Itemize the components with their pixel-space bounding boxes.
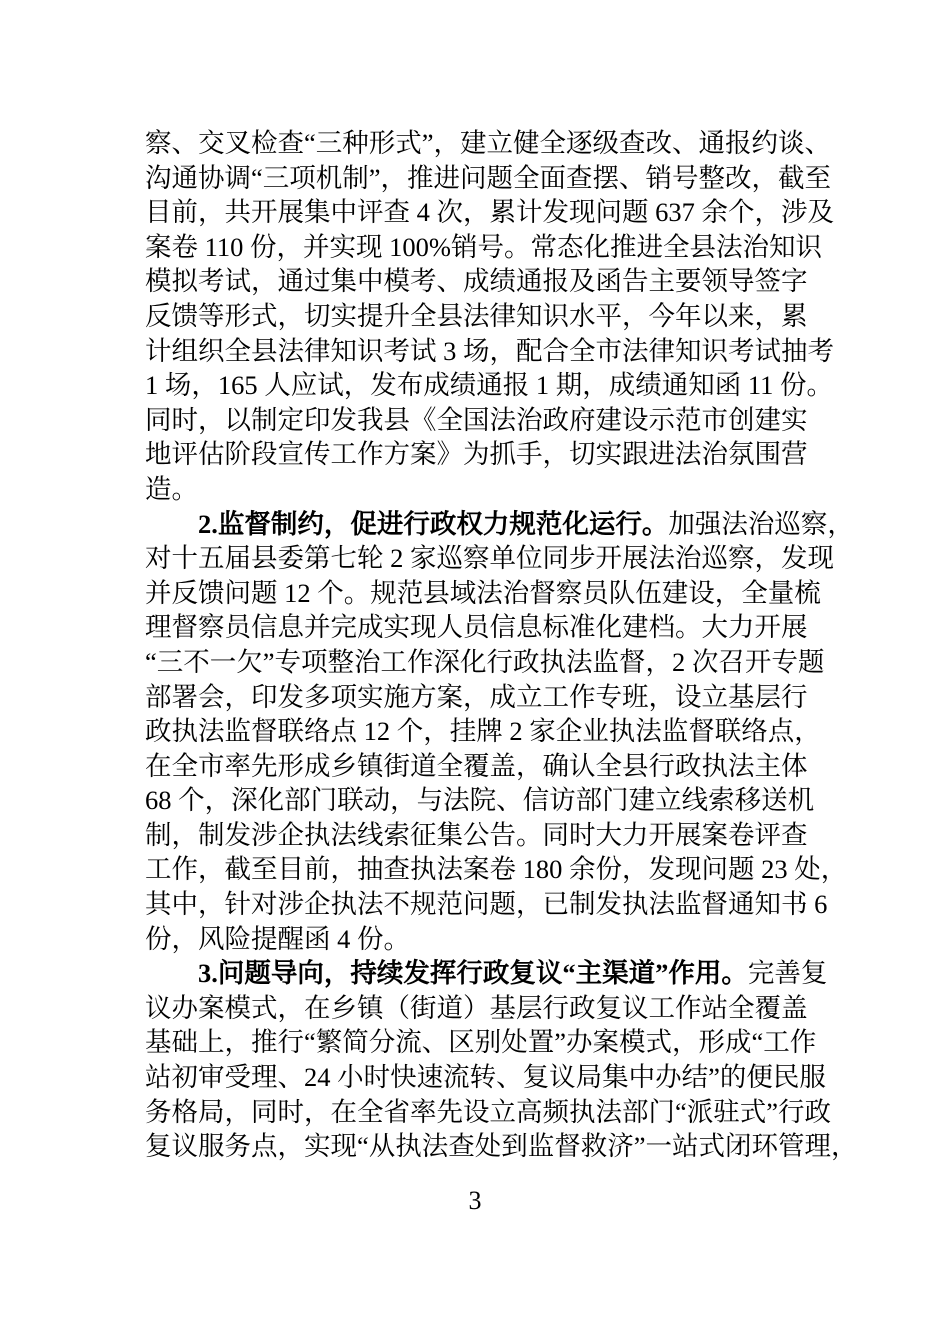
text-line (145, 195, 834, 230)
text-line (145, 403, 807, 438)
text-line (145, 368, 834, 403)
text-line (145, 749, 807, 784)
section-heading: 3.问题导向，持续发挥行政复议“主渠道”作用。 (198, 958, 748, 989)
line-text: 造。 (145, 473, 198, 504)
line-text: 1 场，165 人应试，发布成绩通报 1 期，成绩通知函 11 份。 (145, 370, 834, 401)
line-text: 察、交叉检查“三种形式”，建立健全逐级查改、通报约谈、 (145, 128, 832, 158)
text-line (145, 334, 834, 369)
text-line (145, 1025, 817, 1060)
line-text: 计组织全县法律知识考试 3 场，配合全市法律知识考试抽考 (145, 335, 834, 366)
line-text: 理督察员信息并完成实现人员信息标准化建档。大力开展 (145, 612, 808, 643)
text-line (145, 610, 807, 645)
text-line (145, 783, 815, 818)
line-text: 加强法治巡察， (668, 508, 854, 539)
line-text: 对十五届县委第七轮 2 家巡察单位同步开展法治巡察，发现 (145, 543, 834, 574)
line-text: 68 个，深化部门联动，与法院、信访部门建立线索移送机 (145, 785, 815, 816)
section-heading: 2.监督制约，促进行政权力规范化运行。 (198, 508, 669, 539)
line-text: 在全市率先形成乡镇街道全覆盖，确认全县行政执法主体 (145, 750, 808, 781)
line-text: 目前，共开展集中评查 4 次，累计发现问题 637 余个，涉及 (145, 197, 834, 228)
paragraph (145, 956, 858, 1164)
line-text: 复议服务点，实现“从执法查处到监督救济”一站式闭环管理， (145, 1131, 858, 1162)
line-text: 工作，截至目前，抽查执法案卷 180 余份，发现问题 23 处， (145, 854, 848, 885)
paragraph (145, 507, 854, 957)
text-line (145, 1060, 826, 1095)
line-text: 份，风险提醒函 4 份。 (145, 923, 410, 954)
line-text: 完善复 (747, 958, 828, 989)
line-text: 并反馈问题 12 个。规范县域法治督察员队伍建设，全量梳 (145, 577, 821, 608)
text-line (145, 230, 822, 265)
line-text: 站初审受理、24 小时快速流转、复议局集中办结”的便民服 (145, 1062, 826, 1093)
line-text: 政执法监督联络点 12 个，挂牌 2 家企业执法监督联络点， (145, 716, 821, 747)
text-line (145, 852, 848, 887)
line-text: 模拟考试，通过集中模考、成绩通报及函告主要领导签字 (145, 266, 808, 297)
line-text: 同时，以制定印发我县《全国法治政府建设示范市创建实 (145, 404, 808, 435)
text-line (145, 161, 832, 196)
text-line (145, 956, 828, 991)
text-line (145, 299, 807, 334)
line-text: 部署会，印发多项实施方案，成立工作专班，设立基层行 (145, 681, 808, 712)
page-number: 3 (468, 1186, 482, 1215)
text-line (145, 1095, 832, 1130)
line-text: 案卷 110 份，并实现 100%销号。常态化推进全县法治知识 (145, 231, 822, 262)
text-line (145, 576, 821, 611)
text-line (145, 645, 825, 680)
line-text: 务格局，同时，在全省率先设立高频执法部门“派驻式”行政 (145, 1096, 832, 1127)
line-text: 基础上，推行“繁简分流、区别处置”办案模式，形成“工作 (145, 1027, 817, 1058)
line-text: 制，制发涉企执法线索征集公告。同时大力开展案卷评查 (145, 819, 808, 850)
text-line (145, 714, 821, 749)
text-line (145, 1129, 858, 1164)
text-line (145, 680, 807, 715)
paragraph (145, 126, 834, 507)
text-line (145, 887, 828, 922)
line-text: 其中，针对涉企执法不规范问题，已制发执法监督通知书 6 (145, 889, 828, 920)
document-body (145, 126, 858, 1164)
text-line (145, 126, 832, 161)
line-text: 沟通协调“三项机制”，推进问题全面查摆、销号整改，截至 (145, 162, 832, 193)
text-line (145, 507, 854, 542)
text-line (145, 991, 807, 1026)
text-line (145, 541, 834, 576)
line-text: 反馈等形式，切实提升全县法律知识水平，今年以来，累 (145, 300, 808, 331)
text-line (145, 437, 807, 472)
line-text: 地评估阶段宣传工作方案》为抓手，切实跟进法治氛围营 (145, 439, 808, 470)
line-text: 议办案模式，在乡镇（街道）基层行政复议工作站全覆盖 (145, 992, 808, 1023)
text-line (145, 818, 807, 853)
line-text: “三不一欠”专项整治工作深化行政执法监督，2 次召开专题 (145, 646, 825, 677)
text-line (145, 472, 807, 507)
text-line (145, 922, 807, 957)
text-line (145, 264, 807, 299)
